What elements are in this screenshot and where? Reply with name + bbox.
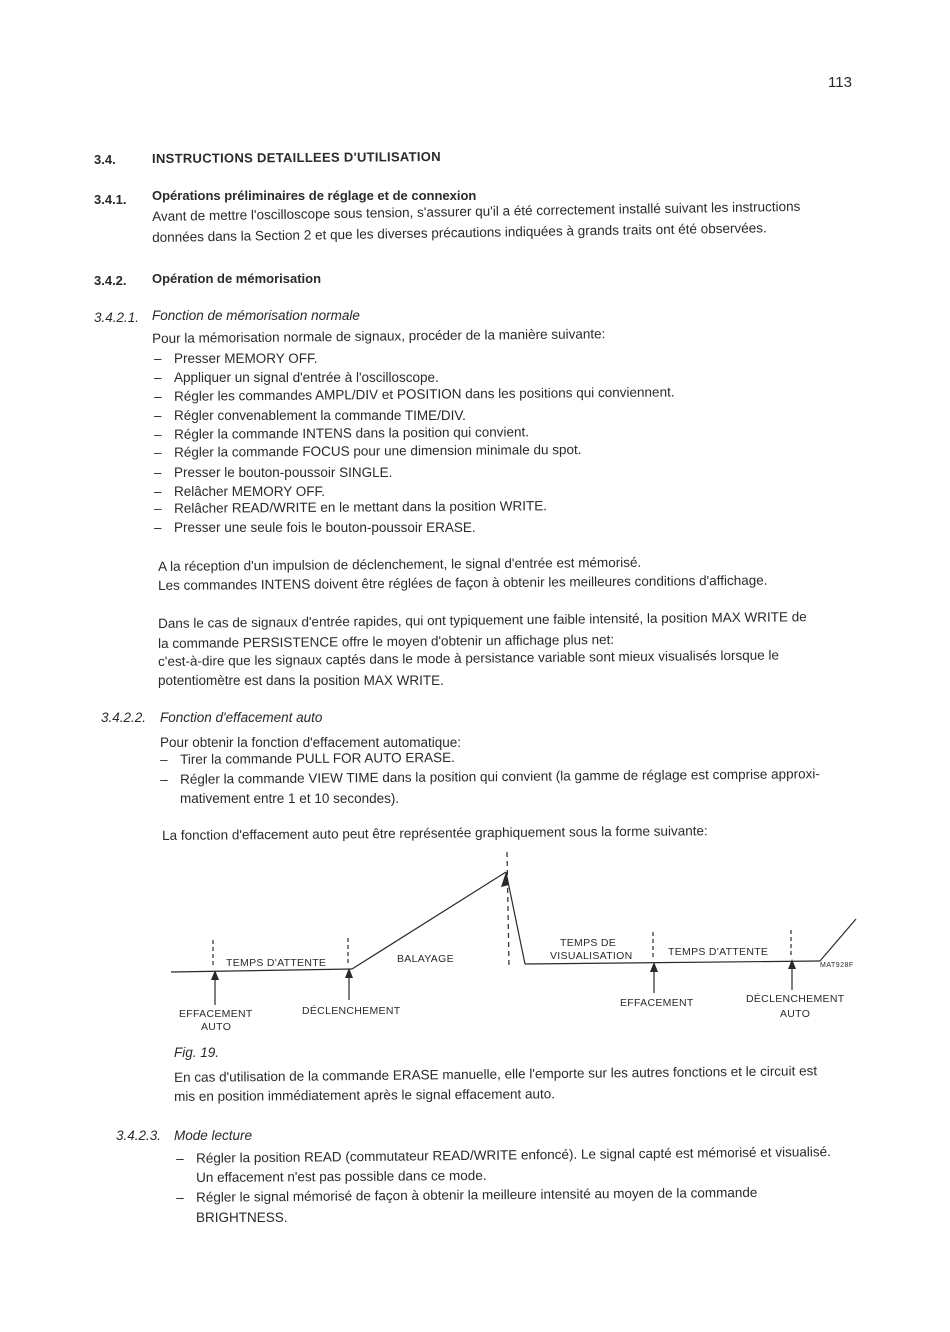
paragraph-line: potentiomètre est dans la position MAX WRITE. [158, 673, 444, 688]
subsection-title: Opérations préliminaires de réglage et de connexion [152, 188, 477, 203]
section-number: 3.4. [94, 152, 116, 167]
list-item: – Presser le bouton-poussoir SINGLE. [154, 465, 393, 480]
list-item: – Presser une seule fois le bouton-poussoir ERASE. [154, 520, 476, 535]
list-item: – Régler la commande INTENS dans la position qui convient. [154, 424, 530, 442]
paragraph-line: Dans le cas de signaux d'entrée rapides, qui ont typiquement une faible intensité, la position MAX WRITE de [158, 609, 807, 631]
list-item: – Régler les commandes AMPL/DIV et POSITION dans les positions qui conviennent. [154, 384, 675, 404]
subsubsection-number: 3.4.2.3. [116, 1128, 162, 1143]
list-item: – Régler convenablement la commande TIME/DIV. [154, 408, 466, 423]
subsection-number: 3.4.1. [94, 192, 127, 207]
list-item: – Régler la commande FOCUS pour une dimension minimale du spot. [154, 442, 582, 460]
label-declenchement-auto-line2: AUTO [780, 1008, 811, 1020]
section-title: INSTRUCTIONS DETAILLEES D'UTILISATION [151, 148, 441, 167]
label-balayage: BALAYAGE [397, 953, 454, 965]
paragraph-line: Les commandes INTENS doivent être réglées de façon à obtenir les meilleures conditions d'affichage. [158, 572, 768, 593]
label-figure-code: MAT928F [820, 962, 854, 969]
list-item: – Appliquer un signal d'entrée à l'oscilloscope. [154, 370, 439, 385]
label-visualisation: VISUALISATION [550, 950, 633, 962]
list-item: – Relâcher MEMORY OFF. [154, 484, 326, 499]
subsubsection-number: 3.4.2.2. [101, 710, 147, 725]
list-item-continuation: Un effacement n'est pas possible dans ce mode. [196, 1167, 487, 1185]
page-number: 113 [828, 74, 852, 91]
figure-caption: Fig. 19. [174, 1045, 220, 1060]
list-item-continuation: BRIGHTNESS. [196, 1210, 288, 1225]
label-temps-attente-2: TEMPS D'ATTENTE [668, 946, 769, 958]
paragraph-intro: Pour la mémorisation normale de signaux, procéder de la manière suivante: [152, 326, 606, 346]
label-effacement: EFFACEMENT [620, 997, 694, 1009]
label-effacement-auto-line2: AUTO [201, 1021, 232, 1033]
paragraph-line: la commande PERSISTENCE offre le moyen d'obtenir un affichage plus net: [158, 632, 615, 651]
subsection-title: Opération de mémorisation [152, 271, 322, 286]
paragraph-line: A la réception d'un impulsion de déclenchement, le signal d'entrée est mémorisé. [158, 554, 642, 574]
paragraph-intro: Pour obtenir la fonction d'effacement automatique: [160, 735, 462, 750]
label-declenchement: DÉCLENCHEMENT [302, 1005, 401, 1017]
list-item-continuation: mativement entre 1 et 10 secondes). [180, 791, 400, 806]
label-effacement-auto-line1: EFFACEMENT [179, 1008, 253, 1020]
paragraph-line: données dans la Section 2 et que les diverses précautions indiquées à grands traits ont été observées. [152, 220, 767, 245]
subsubsection-title: Fonction de mémorisation normale [152, 308, 360, 323]
paragraph-line: Avant de mettre l'oscilloscope sous tension, s'assurer qu'il a été correctement installé suivant les instructions [152, 198, 801, 224]
paragraph-line: La fonction d'effacement auto peut être représentée graphiquement sous la forme suivante: [162, 823, 708, 843]
list-item: – Presser MEMORY OFF. [154, 351, 318, 366]
subsubsection-number: 3.4.2.1. [94, 310, 140, 325]
subsection-number: 3.4.2. [94, 273, 127, 288]
paragraph-line: mis en position immédiatement après le signal effacement auto. [174, 1086, 556, 1104]
list-item: – Régler le signal mémorisé de façon à obtenir la meilleure intensité au moyen de la commande [176, 1184, 758, 1205]
subsubsection-title: Mode lecture [174, 1128, 253, 1143]
list-item: – Tirer la commande PULL FOR AUTO ERASE. [160, 749, 455, 767]
list-item: – Relâcher READ/WRITE en le mettant dans la position WRITE. [154, 498, 547, 516]
paragraph-line: En cas d'utilisation de la commande ERASE manuelle, elle l'emporte sur les autres fonctions et le circuit est [174, 1063, 818, 1085]
paragraph-line: c'est-à-dire que les signaux captés dans le mode à persistance variable sont mieux visualisés lorsque le [158, 647, 780, 669]
list-item: – Régler la commande VIEW TIME dans la position qui convient (la gamme de réglage est comprise approxi- [160, 766, 820, 787]
label-temps-attente-1: TEMPS D'ATTENTE [226, 957, 327, 969]
subsubsection-title: Fonction d'effacement auto [160, 710, 323, 725]
label-declenchement-auto-line1: DÉCLENCHEMENT [746, 993, 845, 1005]
list-item: – Régler la position READ (commutateur READ/WRITE enfoncé). Le signal capté est mémorisé et visualisé. [176, 1144, 831, 1166]
label-temps-de: TEMPS DE [560, 937, 617, 949]
